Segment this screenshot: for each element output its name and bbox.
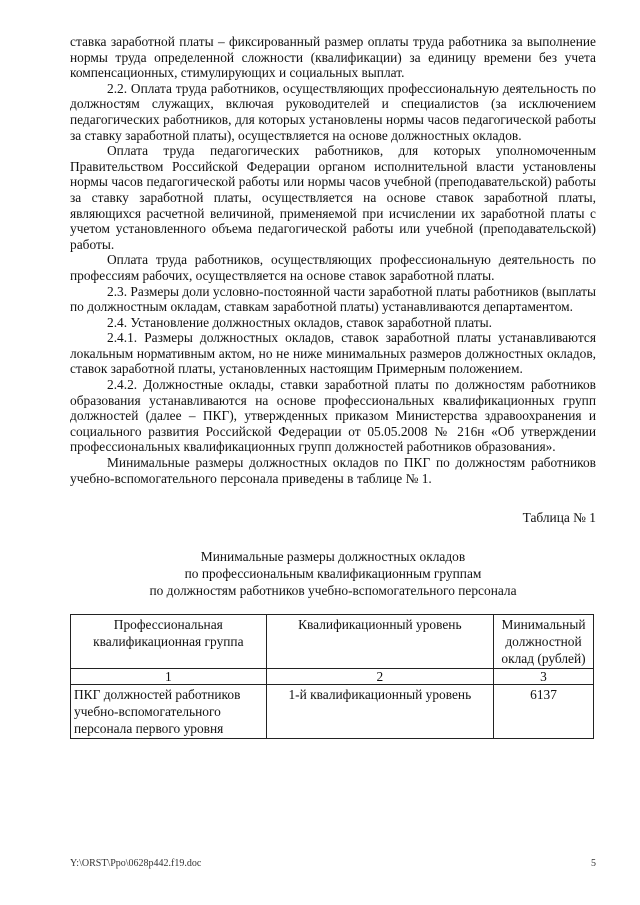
footer-file-path: Y:\ORST\Ppo\0628p442.f19.doc: [70, 858, 202, 869]
paragraph-2-4: 2.4. Установление должностных окладов, ставок заработной платы.: [107, 314, 493, 330]
column-number: 3: [494, 669, 594, 685]
paragraph-pedagogical-pay: Оплата труда педагогических работников, для которых уполномоченным Правительством Российской Федерации органом исполнительной власти установлены нормы часов педагогической работы или нормы часов учебной (преподавательской) работы за ставку заработной платы, осуществляется на основе ставок заработной платы, являющихся расчетной величиной, применяемой при исчислении их заработной платы с учетом установленного объема педагогической работы или учебной (преподавательской) работы.: [70, 143, 596, 252]
table-number-row: [71, 669, 594, 685]
column-number: 2: [266, 669, 493, 685]
header-pkg: Профессиональная квалификационная группа: [71, 615, 267, 669]
paragraph-2-4-1: 2.4.1. Размеры должностных окладов, ставок заработной платы устанавливаются локальным нормативным актом, но не ниже минимальных размеров должностных окладов, ставок заработной платы, установленных настоящим Примерным положением.: [70, 330, 596, 377]
paragraph-continuation: ставка заработной платы – фиксированный размер оплаты труда работника за выполнение нормы труда определенной сложности (квалификации) за единицу времени без учета компенсационных, стимулирующих и социальных выплат.: [70, 34, 596, 81]
document-page: [70, 34, 596, 739]
footer-page-number: 5: [591, 858, 596, 869]
table-row: [71, 685, 594, 739]
table-title-line: по профессиональным квалификационным группам: [184, 566, 482, 582]
table-header-row: [71, 615, 594, 669]
header-level: Квалификационный уровень: [266, 615, 493, 669]
page-footer: [70, 858, 596, 869]
table-label: Таблица № 1: [522, 510, 596, 526]
column-number: 1: [71, 669, 267, 685]
cell-level: 1-й квалификационный уровень: [266, 685, 493, 739]
header-min-salary: Минимальный должностной оклад (рублей): [494, 615, 594, 669]
cell-pkg: ПКГ должностей работников учебно-вспомогательного персонала первого уровня: [71, 685, 267, 739]
paragraph-min-sizes: Минимальные размеры должностных окладов по ПКГ по должностям работников учебно-вспомогательного персонала приведены в таблице № 1.: [70, 455, 596, 486]
table-title: [70, 548, 596, 599]
table-title-line: Минимальные размеры должностных окладов: [200, 549, 466, 565]
paragraph-2-3: 2.3. Размеры доли условно-постоянной части заработной платы работников (выплаты по должностным окладам, ставкам заработной платы) устанавливаются департаментом.: [70, 283, 596, 315]
paragraph-2-4-2: 2.4.2. Должностные оклады, ставки заработной платы по должностям работников образования устанавливаются на основе профессиональных квалификационных групп должностей (далее – ПКГ), утвержденных приказом Министерства здравоохранения и социального развития Российской Федерации от 05.05.2008 № 216н «Об утверждении профессиональных квалификационных групп должностей работников образования».: [70, 377, 596, 455]
salary-table: [70, 614, 594, 739]
cell-min-salary: 6137: [494, 685, 594, 739]
table-title-line: по должностям работников учебно-вспомогательного персонала: [149, 583, 517, 599]
paragraph-workers-pay: Оплата труда работников, осуществляющих профессиональную деятельность по профессиям рабочих, осуществляется на основе ставок заработной платы.: [70, 252, 596, 283]
paragraph-2-2: 2.2. Оплата труда работников, осуществляющих профессиональную деятельность по должностям служащих, включая руководителей и специалистов (за исключением педагогических работников, для которых установлены нормы часов педагогической работы за ставку заработной платы), осуществляется на основе должностных окладов.: [70, 80, 596, 143]
